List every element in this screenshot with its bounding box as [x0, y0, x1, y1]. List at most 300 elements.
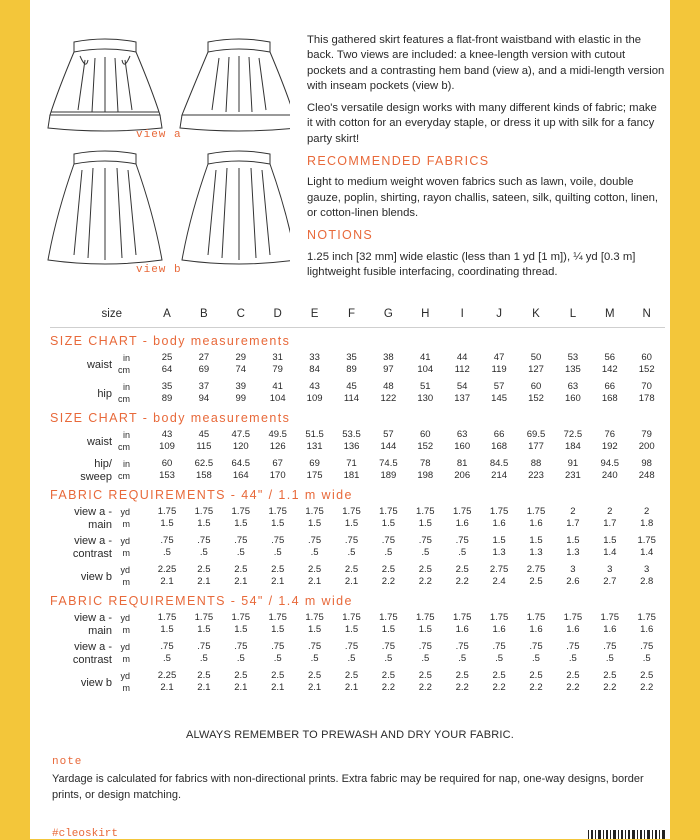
table-cell: 1.75 [157, 506, 177, 517]
table-cell: .75 [344, 535, 359, 546]
view-a-back-drawing [180, 39, 290, 131]
table-cell: 69 [198, 364, 210, 375]
table-cell: 1.5 [160, 624, 174, 635]
table-cell: 51 [420, 381, 431, 392]
description-paragraph-1: This gathered skirt features a flat-front waistband with elastic in the back. Two views are included: a knee-length version with cutout pockets and a contrasting hem band (view a), and a midi-length version with inseam pockets (view b). [307, 34, 665, 92]
table-cell: 63 [567, 381, 579, 392]
table-cell: 2.5 [566, 670, 580, 681]
table-row [50, 429, 665, 455]
table-cell: .75 [492, 641, 506, 652]
table-cell: 29 [235, 352, 247, 363]
table-cell: 60 [161, 458, 173, 469]
table-cell: 1.4 [603, 547, 617, 558]
row-label: view a - main [74, 506, 112, 531]
table-cell: 206 [454, 470, 471, 481]
table-cell: 136 [343, 441, 360, 452]
table-cell: .5 [642, 653, 651, 664]
table-cell: 53.5 [342, 429, 361, 440]
table-cell: 81 [456, 458, 468, 469]
table-cell: .5 [163, 653, 171, 664]
table-row [50, 535, 665, 561]
table-cell: 47 [493, 352, 505, 363]
table-cell: 88 [530, 458, 542, 469]
table-cell: .5 [273, 547, 282, 558]
notions-text: 1.25 inch [32 mm] wide elastic (less than 1 yd [1 m]), ¼ yd [0.3 m] lightweight fusible interfacing, coordinating thread. [307, 250, 636, 278]
table-cell: 223 [528, 470, 544, 481]
size-label: size [101, 308, 122, 320]
table-cell: 152 [638, 364, 655, 375]
table-cell: 1.5 [160, 518, 174, 529]
table-cell: 1.3 [529, 547, 543, 558]
table-cell: .75 [418, 535, 432, 546]
table-cell: .5 [310, 547, 319, 558]
table-cell: .5 [384, 653, 393, 664]
table-cell: 1.6 [640, 624, 654, 635]
table-cell: 1.3 [566, 547, 580, 558]
table-cell: 98 [641, 458, 652, 469]
table-cell: 2.1 [271, 576, 285, 587]
size-column-header: D [273, 308, 282, 320]
table-row [50, 458, 665, 484]
table-cell: 1.5 [307, 624, 322, 635]
table-cell: 2.5 [418, 564, 432, 575]
table-cell: 214 [491, 470, 508, 481]
table-cell: 1.75 [305, 506, 324, 517]
notions-heading: NOTIONS [307, 228, 374, 243]
table-cell: .5 [199, 547, 208, 558]
table-cell: 1.5 [271, 624, 285, 635]
row-label: view a - contrast [72, 641, 112, 666]
table-cell: 39 [235, 381, 247, 392]
table-cell: 231 [564, 470, 581, 481]
table-cell: 2.2 [455, 682, 469, 693]
table-cell: 84.5 [489, 458, 509, 469]
table-cell: 37 [198, 381, 210, 392]
table-cell: 79 [272, 364, 283, 375]
table-cell: 160 [454, 441, 471, 452]
table-cell: 1.6 [492, 624, 506, 635]
table-cell: .75 [455, 535, 469, 546]
table-cell: 3 [570, 564, 576, 575]
row-label: view b [80, 677, 112, 689]
table-cell: 1.75 [526, 612, 546, 623]
table-cell: 2.5 [197, 564, 211, 575]
table-cell: 49.5 [268, 429, 287, 440]
table-cell: 60 [420, 429, 431, 440]
table-cell: 2.2 [455, 576, 469, 587]
row-units: in cm [118, 382, 130, 404]
table-cell: 184 [564, 441, 581, 452]
table-cell: 1.5 [344, 518, 359, 529]
table-cell: .75 [160, 641, 174, 652]
table-cell: 104 [417, 364, 434, 375]
row-label: view a - main [74, 612, 112, 637]
table-cell: 122 [380, 393, 397, 404]
section-heading: SIZE CHART - body measurements [50, 411, 291, 425]
table-cell: 142 [601, 364, 618, 375]
table-cell: 1.75 [452, 506, 472, 517]
table-row [50, 564, 665, 590]
table-cell: 44 [456, 352, 468, 363]
prewash-reminder: ALWAYS REMEMBER TO PREWASH AND DRY YOUR FABRIC. [185, 729, 515, 741]
table-cell: 1.7 [603, 518, 617, 529]
description-paragraph-2: Cleo's versatile design works with many different kinds of fabric; make it with cotton for an everyday staple, or dress it up with silk for a fancy party skirt! [307, 102, 657, 145]
table-cell: 1.6 [492, 518, 506, 529]
table-cell: 47.5 [231, 429, 251, 440]
table-cell: 2.5 [234, 670, 248, 681]
recommended-fabrics-heading: RECOMMENDED FABRICS [307, 154, 490, 169]
table-cell: 1.75 [489, 506, 509, 517]
table-cell: 43 [161, 429, 173, 440]
table-cell: .5 [458, 653, 467, 664]
table-cell: 89 [161, 393, 173, 404]
table-row [50, 506, 665, 532]
table-cell: 160 [564, 393, 581, 404]
table-cell: 2.5 [529, 576, 543, 587]
table-cell: 2.1 [234, 576, 248, 587]
table-cell: 35 [346, 352, 357, 363]
table-cell: 115 [196, 441, 212, 452]
table-cell: .75 [234, 535, 248, 546]
barcode-icon [588, 830, 668, 839]
table-cell: 69 [309, 458, 320, 469]
table-cell: 2.25 [157, 564, 177, 575]
note-text: Yardage is calculated for fabrics with non-directional prints. Extra fabric may be required for nap, one-way designs, border prints, or design matching. [52, 773, 644, 801]
table-cell: 1.75 [416, 612, 435, 623]
recommended-fabrics-text: Light to medium weight woven fabrics such as lawn, voile, double gauze, poplin, shirting, rayon challis, sateen, silk, quilting cotton, linen, or cotton-linen blends. [307, 176, 659, 219]
size-column-header: F [347, 308, 356, 320]
table-cell: 57 [383, 429, 394, 440]
table-cell: 2.75 [526, 564, 546, 575]
row-units: in cm [118, 459, 130, 481]
table-cell: 175 [306, 470, 323, 481]
table-cell: 152 [528, 393, 544, 404]
table-cell: 1.6 [603, 624, 617, 635]
table-cell: 1.5 [234, 624, 248, 635]
table-cell: 1.75 [157, 612, 177, 623]
table-cell: 2.5 [197, 670, 211, 681]
table-cell: 35 [161, 381, 173, 392]
table-cell: .5 [532, 653, 540, 664]
description-column [307, 33, 665, 287]
table-cell: 145 [491, 393, 508, 404]
table-cell: 158 [195, 470, 212, 481]
table-cell: 2.1 [344, 682, 359, 693]
table-cell: 2.2 [418, 682, 432, 693]
table-cell: .75 [234, 641, 248, 652]
table-cell: 2 [607, 506, 613, 517]
view-a-label: view a [136, 129, 182, 141]
row-label: hip [97, 388, 112, 400]
table-cell: 31 [272, 352, 283, 363]
table-cell: .5 [199, 653, 208, 664]
table-cell: .75 [307, 535, 322, 546]
skirt-line-drawings [30, 0, 290, 300]
table-cell: .75 [529, 641, 543, 652]
table-cell: 1.75 [526, 506, 546, 517]
size-column-header: N [642, 308, 651, 320]
table-cell: 45 [346, 381, 357, 392]
size-column-header: K [532, 308, 540, 320]
table-cell: 2.5 [344, 670, 359, 681]
table-cell: 54 [456, 381, 468, 392]
table-cell: .75 [197, 641, 211, 652]
table-cell: .75 [640, 641, 654, 652]
table-cell: 1.7 [566, 518, 580, 529]
table-cell: .5 [421, 653, 430, 664]
table-cell: 2.5 [640, 670, 654, 681]
table-cell: 60 [641, 352, 652, 363]
size-column-header: M [605, 308, 615, 320]
table-cell: 153 [159, 470, 175, 481]
table-cell: 69.5 [526, 429, 546, 440]
table-cell: 74 [235, 364, 247, 375]
table-cell: 2.5 [344, 564, 359, 575]
table-cell: 2.5 [455, 670, 469, 681]
table-cell: 3 [644, 564, 650, 575]
pattern-sheet [30, 0, 670, 839]
row-label: view a - contrast [72, 535, 112, 560]
table-cell: 2.2 [566, 682, 580, 693]
table-cell: 97 [383, 364, 394, 375]
table-cell: .5 [163, 547, 171, 558]
table-cell: 119 [491, 364, 507, 375]
table-cell: .5 [347, 653, 356, 664]
table-cell: 1.75 [342, 506, 361, 517]
table-cell: .75 [418, 641, 432, 652]
table-cell: 72.5 [563, 429, 583, 440]
table-cell: .75 [271, 641, 285, 652]
table-cell: 2.5 [307, 670, 322, 681]
table-cell: 1.75 [231, 612, 251, 623]
table-cell: .5 [384, 547, 393, 558]
table-cell: 79 [641, 429, 652, 440]
row-units: yd m [120, 565, 130, 587]
table-cell: 60 [530, 381, 542, 392]
table-cell: 1.5 [492, 535, 506, 546]
table-cell: 2.5 [271, 670, 285, 681]
table-cell: 70 [641, 381, 652, 392]
table-cell: 178 [638, 393, 655, 404]
table-cell: .5 [568, 653, 577, 664]
table-cell: 1.4 [640, 547, 654, 558]
table-cell: 1.5 [381, 624, 395, 635]
view-b-label: view b [136, 264, 182, 276]
table-cell: 248 [638, 470, 655, 481]
size-header-row [50, 306, 665, 324]
divider [50, 327, 665, 328]
size-column-header: G [383, 308, 393, 320]
table-cell: 2.5 [603, 670, 617, 681]
table-cell: 25 [161, 352, 173, 363]
table-cell: 74.5 [379, 458, 398, 469]
table-cell: 2.75 [489, 564, 509, 575]
table-cell: 170 [269, 470, 286, 481]
table-cell: 33 [309, 352, 320, 363]
table-cell: 41 [420, 352, 431, 363]
table-cell: 48 [383, 381, 394, 392]
table-cell: .75 [566, 641, 580, 652]
table-cell: .5 [347, 547, 356, 558]
table-cell: 1.75 [268, 506, 287, 517]
table-cell: 109 [306, 393, 323, 404]
row-units: yd m [120, 507, 130, 529]
table-cell: 1.75 [416, 506, 435, 517]
table-cell: 53 [567, 352, 579, 363]
row-units: yd m [120, 536, 130, 558]
table-cell: 168 [491, 441, 508, 452]
table-cell: .5 [236, 547, 245, 558]
view-b-back-drawing [182, 151, 290, 264]
table-cell: .75 [271, 535, 285, 546]
table-cell: 2.5 [529, 670, 543, 681]
size-column-header: E [310, 308, 319, 320]
table-cell: 1.75 [194, 506, 214, 517]
table-cell: 43 [309, 381, 320, 392]
table-cell: 63 [456, 429, 468, 440]
size-column-header: J [496, 308, 502, 320]
table-cell: 1.75 [563, 612, 583, 623]
table-cell: 112 [454, 364, 470, 375]
table-cell: 41 [272, 381, 283, 392]
table-cell: 91 [567, 458, 579, 469]
table-cell: 2.5 [307, 564, 322, 575]
table-cell: 2.1 [197, 576, 211, 587]
size-column-header: L [569, 308, 577, 320]
table-cell: 2.5 [455, 564, 469, 575]
table-cell: 76 [604, 429, 616, 440]
table-cell: .75 [603, 641, 617, 652]
table-cell: 2.2 [418, 576, 432, 587]
table-row [50, 352, 665, 378]
size-column-header: H [421, 308, 430, 320]
table-cell: 1.75 [268, 612, 287, 623]
table-cell: 2.5 [492, 670, 506, 681]
table-cell: .75 [197, 535, 211, 546]
table-cell: 2.1 [307, 576, 322, 587]
table-cell: 1.75 [489, 612, 509, 623]
table-cell: 2.5 [418, 670, 432, 681]
table-cell: 135 [564, 364, 581, 375]
table-cell: 66 [604, 381, 616, 392]
table-cell: 2.1 [234, 682, 248, 693]
row-units: yd m [120, 671, 130, 693]
table-cell: 2.2 [640, 682, 654, 693]
table-cell: 104 [269, 393, 286, 404]
table-cell: 1.5 [418, 624, 432, 635]
size-column-header: C [236, 308, 245, 320]
table-cell: 64 [161, 364, 173, 375]
table-cell: 66 [493, 429, 505, 440]
table-cell: 2.1 [160, 576, 174, 587]
table-cell: 144 [380, 441, 397, 452]
table-cell: 1.5 [566, 535, 580, 546]
table-cell: 1.6 [455, 518, 469, 529]
note-heading: note [52, 756, 83, 768]
table-cell: 1.75 [637, 535, 656, 546]
table-cell: 2.6 [566, 576, 580, 587]
view-a-front-drawing [48, 39, 162, 131]
table-cell: 2.2 [492, 682, 506, 693]
table-cell: 94 [198, 393, 210, 404]
row-units: in cm [118, 353, 130, 375]
table-cell: 1.6 [455, 624, 469, 635]
table-cell: 1.5 [307, 518, 322, 529]
table-cell: 2.5 [381, 564, 395, 575]
table-cell: 198 [417, 470, 434, 481]
table-cell: .5 [605, 653, 614, 664]
table-cell: 1.75 [231, 506, 251, 517]
table-cell: 2.25 [157, 670, 177, 681]
table-cell: .75 [344, 641, 359, 652]
table-cell: 1.5 [603, 535, 617, 546]
section-heading: FABRIC REQUIREMENTS - 44" / 1.1 m wide [50, 488, 353, 502]
table-cell: 1.75 [379, 612, 398, 623]
table-cell: 1.8 [640, 518, 654, 529]
table-cell: 57 [493, 381, 505, 392]
table-cell: .5 [495, 653, 504, 664]
table-cell: .75 [455, 641, 469, 652]
row-units: yd m [120, 642, 130, 664]
table-cell: 71 [346, 458, 357, 469]
table-cell: 1.75 [194, 612, 214, 623]
table-cell: .5 [421, 547, 430, 558]
table-cell: 2.8 [640, 576, 654, 587]
table-cell: 1.6 [566, 624, 580, 635]
table-cell: 1.75 [600, 612, 620, 623]
table-cell: 1.5 [234, 518, 248, 529]
size-column-header: A [163, 308, 171, 320]
table-cell: 2.2 [529, 682, 543, 693]
table-cell: 2 [644, 506, 650, 517]
table-cell: 2.5 [271, 564, 285, 575]
table-cell: .75 [307, 641, 322, 652]
table-cell: 2 [570, 506, 576, 517]
table-cell: .5 [310, 653, 319, 664]
table-cell: 1.5 [197, 518, 211, 529]
table-cell: 89 [346, 364, 357, 375]
row-label: waist [86, 436, 112, 448]
table-cell: 1.5 [197, 624, 211, 635]
table-row [50, 381, 665, 407]
table-cell: 127 [528, 364, 544, 375]
table-cell: 67 [272, 458, 283, 469]
table-cell: 1.75 [379, 506, 398, 517]
table-cell: 109 [159, 441, 175, 452]
table-cell: .75 [381, 535, 395, 546]
skirt-illustrations [30, 0, 290, 300]
table-cell: 2.1 [197, 682, 211, 693]
row-label: waist [86, 359, 112, 371]
table-cell: 189 [380, 470, 397, 481]
table-cell: 168 [601, 393, 618, 404]
table-cell: 1.5 [418, 518, 432, 529]
table-cell: 130 [417, 393, 434, 404]
table-cell: 2.2 [381, 576, 395, 587]
hashtag: #cleoskirt [52, 828, 119, 840]
table-cell: 38 [383, 352, 394, 363]
section-heading: SIZE CHART - body measurements [50, 334, 291, 348]
row-units: yd m [120, 613, 130, 635]
table-cell: 2.2 [381, 682, 395, 693]
table-row [50, 641, 665, 667]
size-column-header: I [460, 308, 464, 320]
table-cell: 137 [454, 393, 471, 404]
table-cell: 1.5 [381, 518, 395, 529]
table-cell: .5 [458, 547, 467, 558]
table-cell: 131 [306, 441, 323, 452]
table-cell: 51.5 [305, 429, 324, 440]
